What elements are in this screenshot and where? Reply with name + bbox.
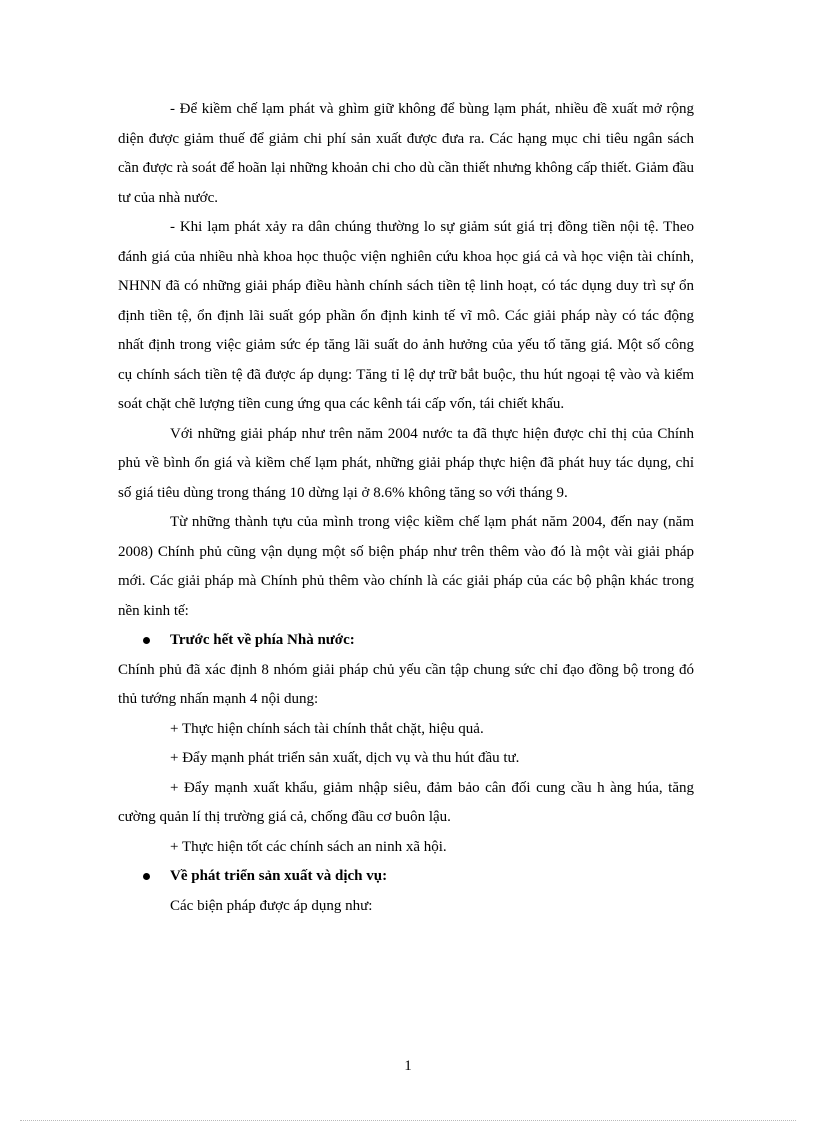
list-item: + Thực hiện tốt các chính sách an ninh xã hội. <box>170 838 447 855</box>
list-item: + Đẩy mạnh phát triển sản xuất, dịch vụ và thu hút đầu tư. <box>170 750 520 766</box>
paragraph-measures-intro: Các biện pháp được áp dụng như: <box>170 897 373 914</box>
paragraph-2008: Từ những thành tựu của mình trong việc kiềm chế lạm phát năm 2004, đến nay (năm 2008) Chính phủ cũng vận dụng một số biện pháp như trên thêm vào đó là một vài giải pháp mới. Các giải pháp mà Chính phủ thêm vào chính là các giải pháp của các bộ phận khác trong nền kinh tế: <box>118 514 694 619</box>
bullet-icon <box>143 637 150 644</box>
page-number: 1 <box>404 1058 412 1074</box>
paragraph-2004-results: Với những giải pháp như trên năm 2004 nước ta đã thực hiện được chỉ thị của Chính phủ về bình ổn giá và kiềm chế lạm phát, những giải pháp thực hiện đã phát huy tác dụng, chỉ số giá tiêu dùng trong tháng 10 dừng lại ở 8.6% không tăng so với tháng 9. <box>118 425 694 501</box>
paragraph-tax: - Để kiềm chế lạm phát và ghìm giữ không để bùng lạm phát, nhiều đề xuất mở rộng diện được giảm thuế để giảm chi phí sản xuất được đưa ra. Các hạng mục chi tiêu ngân sách cần được rà soát để hoãn lại những khoản chi cho dù cần thiết nhưng không cấp thiết. Giảm đầu tư của nhà nước. <box>118 101 694 206</box>
bullet-icon <box>143 873 150 880</box>
paragraph-monetary: - Khi lạm phát xảy ra dân chúng thường lo sự giảm sút giá trị đồng tiền nội tệ. Theo đánh giá của nhiều nhà khoa học thuộc viện nghiên cứu khoa học giá cả và học viện tài chính, NHNN đã có những giải pháp điều hành chính sách tiền tệ linh hoạt, có tác dụng duy trì sự ổn định tiền tệ, ổn định lãi suất góp phần ổn định kinh tế vĩ mô. Các giải pháp này có tác động nhất định trong việc giảm sức ép tăng lãi suất do ảnh hưởng của yếu tố tăng giá. Một số công cụ chính sách tiền tệ đã được áp dụng: Tăng tỉ lệ dự trữ bắt buộc, thu hút ngoại tệ vào và kiểm soát chặt chẽ lượng tiền cung ứng qua các kênh tái cấp vốn, tái chiết khấu. <box>118 219 694 412</box>
document-body <box>118 95 694 921</box>
list-item: + Đẩy mạnh xuất khẩu, giảm nhập siêu, đảm bảo cân đối cung cầu h àng húa, tăng cường quản lí thị trường giá cả, chống đầu cơ buôn lậu. <box>118 779 694 825</box>
list-item: + Thực hiện chính sách tài chính thắt chặt, hiệu quả. <box>170 720 484 737</box>
bullet-heading-production <box>118 862 694 892</box>
page-bottom-divider <box>20 1120 796 1121</box>
bullet-heading-production-text: Về phát triển sản xuất và dịch vụ: <box>170 868 388 884</box>
paragraph-government-groups: Chính phủ đã xác định 8 nhóm giải pháp chủ yếu cần tập chung sức chỉ đạo đồng bộ trong đó thủ tướng nhấn mạnh 4 nội dung: <box>118 661 694 707</box>
bullet-heading-state <box>118 626 694 656</box>
bullet-heading-state-text: Trước hết về phía Nhà nước: <box>170 632 355 648</box>
